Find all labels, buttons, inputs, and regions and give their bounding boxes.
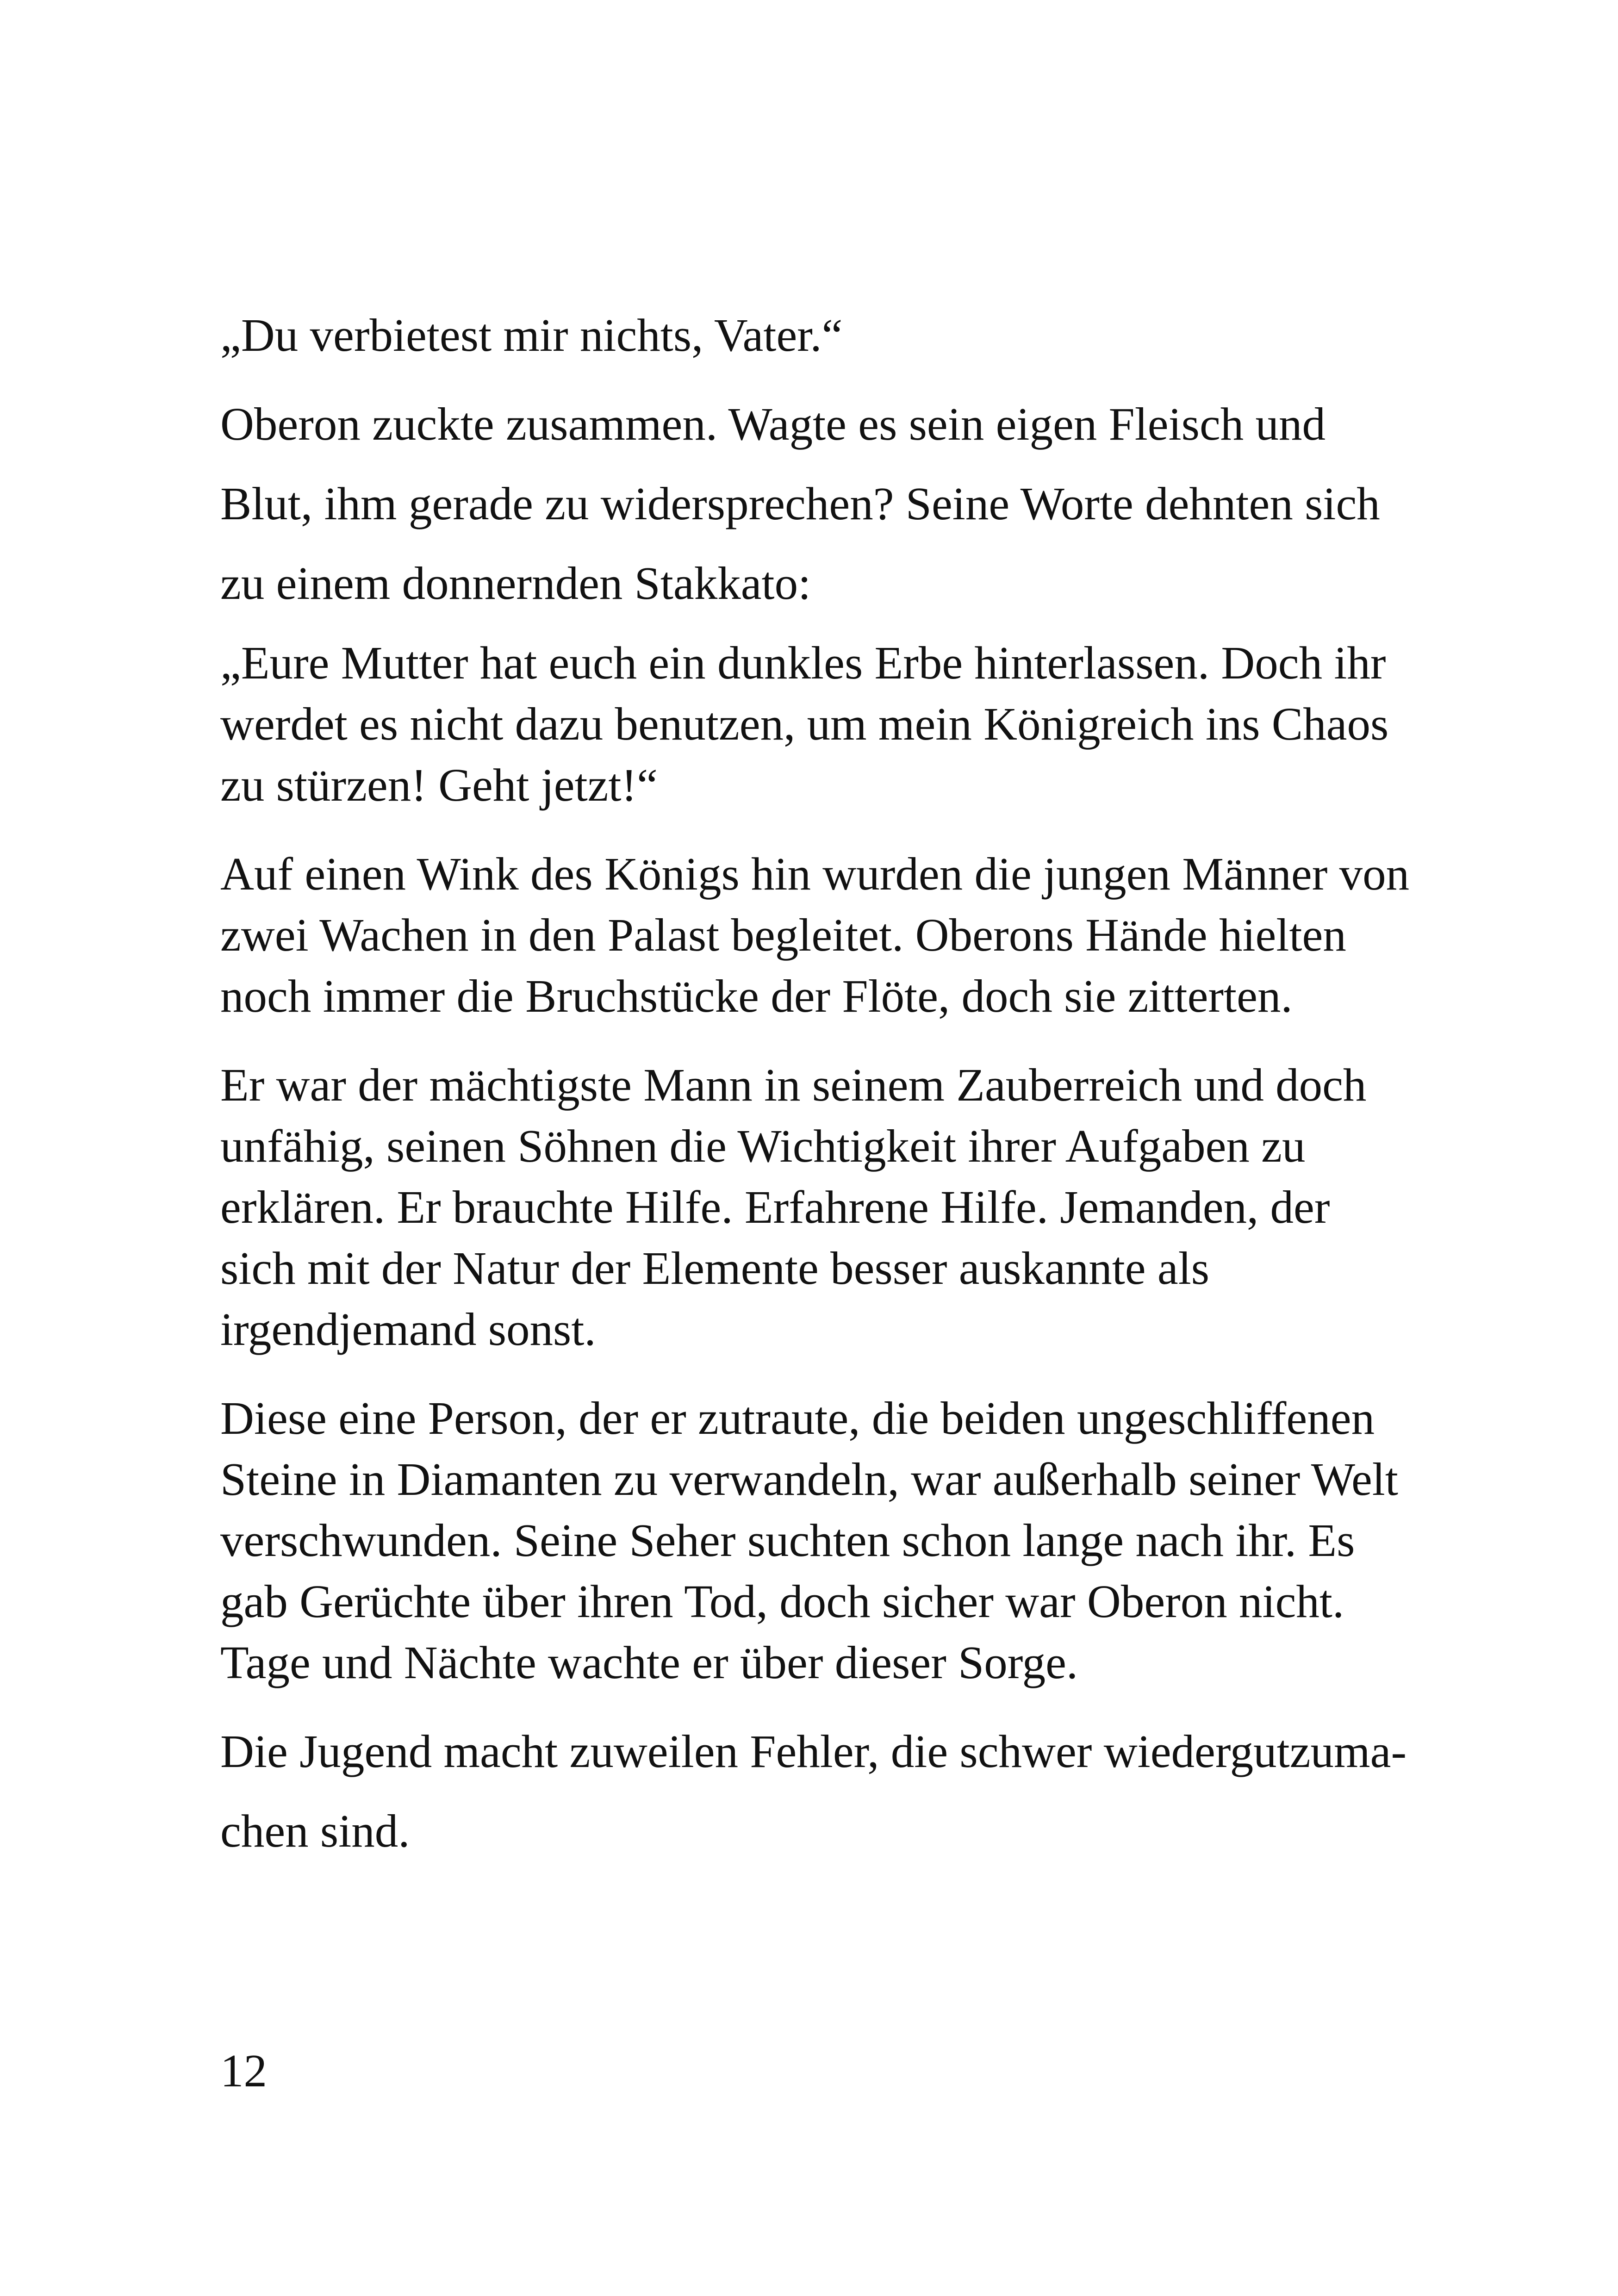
text-line-4: zu einem donnernden Stakkato:	[220, 557, 811, 609]
page-number: 12	[220, 2045, 267, 2097]
text-line-11: Er war der mächtigste Mann in seinem Zauberreich und doch	[220, 1059, 1367, 1111]
text-line-7: zu stürzen! Geht jetzt!“	[220, 759, 658, 811]
text-line-8: Auf einen Wink des Königs hin wurden die jungen Männer von	[220, 848, 1410, 900]
text-line-1: „Du verbietest mir nichts, Vater.“	[220, 309, 843, 361]
text-line-22: chen sind.	[220, 1805, 410, 1857]
text-line-5: „Eure Mutter hat euch ein dunkles Erbe hinterlassen. Doch ihr	[220, 637, 1386, 689]
text-line-3: Blut, ihm gerade zu widersprechen? Seine Worte dehnten sich	[220, 478, 1380, 529]
text-line-9: zwei Wachen in den Palast begleitet. Oberons Hände hielten	[220, 909, 1346, 961]
text-line-2: Oberon zuckte zusammen. Wagte es sein eigen Fleisch und	[220, 398, 1326, 450]
text-line-21: Die Jugend macht zuweilen Fehler, die schwer wiedergutzuma-	[220, 1725, 1407, 1777]
text-line-10: noch immer die Bruchstücke der Flöte, doch sie zitterten.	[220, 970, 1293, 1022]
text-line-6: werdet es nicht dazu benutzen, um mein Königreich ins Chaos	[220, 698, 1389, 750]
text-line-14: sich mit der Natur der Elemente besser auskannte als	[220, 1242, 1210, 1294]
text-line-15: irgendjemand sonst.	[220, 1303, 596, 1355]
text-line-13: erklären. Er brauchte Hilfe. Erfahrene Hilfe. Jemanden, der	[220, 1181, 1330, 1233]
text-line-16: Diese eine Person, der er zutraute, die beiden ungeschliffenen	[220, 1392, 1375, 1444]
text-line-18: verschwunden. Seine Seher suchten schon lange nach ihr. Es	[220, 1514, 1355, 1566]
text-line-19: gab Gerüchte über ihren Tod, doch sicher war Oberon nicht.	[220, 1575, 1344, 1627]
text-line-17: Steine in Diamanten zu verwandeln, war außerhalb seiner Welt	[220, 1453, 1398, 1505]
text-line-12: unfähig, seinen Söhnen die Wichtigkeit ihrer Aufgaben zu	[220, 1120, 1306, 1172]
text-line-20: Tage und Nächte wachte er über dieser Sorge.	[220, 1636, 1078, 1688]
